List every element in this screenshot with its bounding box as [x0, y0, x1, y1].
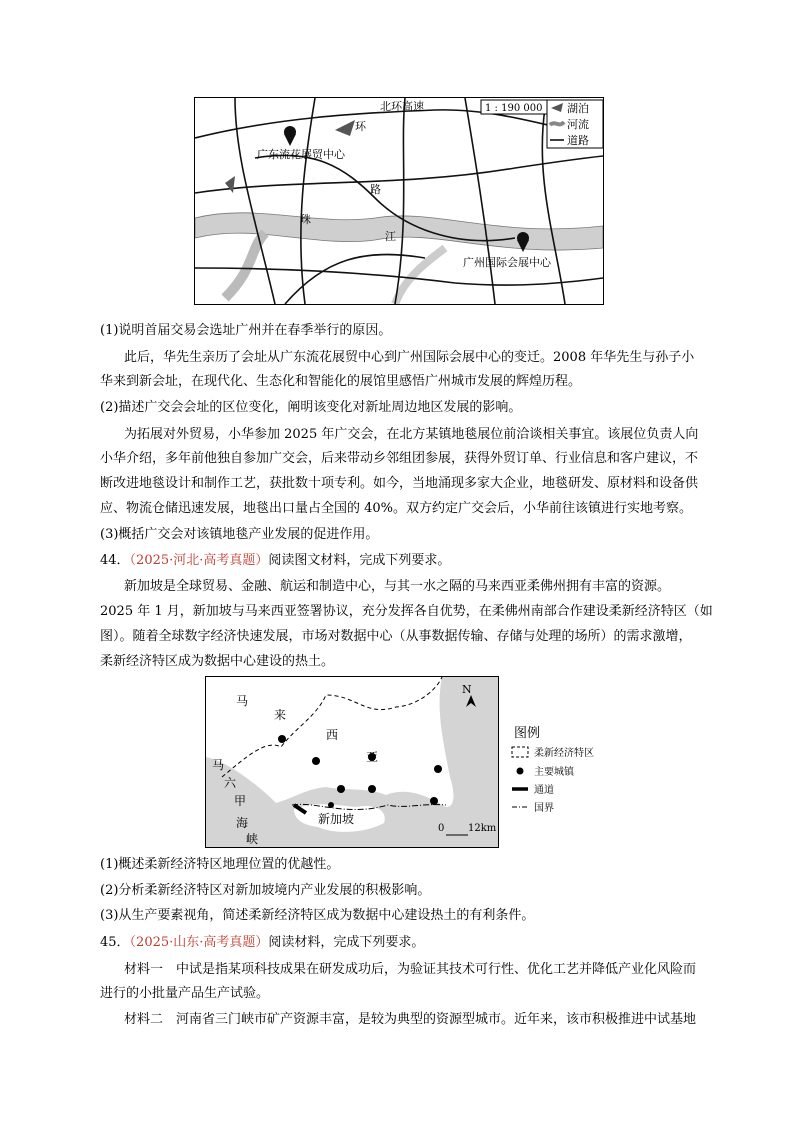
map-label: 峡 — [246, 832, 259, 846]
river-branch — [225, 233, 265, 298]
question-number: 44． — [100, 553, 130, 568]
legend-svg — [510, 725, 620, 815]
scale-zero: 0 — [438, 823, 445, 834]
question-source-tag: （2025·河北·高考真题） — [129, 553, 269, 568]
map-label: 海 — [236, 816, 249, 830]
guangzhou-map — [194, 97, 604, 305]
legend-road: 道路 — [567, 134, 589, 147]
paragraph-line: 进行的小批量产品生产试验。 — [100, 986, 270, 1001]
paragraph-line: 为拓展对外贸易，小华参加 2025 年广交会，在北方某镇地毯展位前洽谈相关事宜。该展位负责人向 — [124, 427, 699, 442]
johor-map-svg — [206, 677, 498, 847]
liuhua-marker — [284, 126, 296, 146]
river-legend-icon — [550, 122, 564, 125]
paragraph-line: 小华介绍，多年前他独自参加广交会，后来带动乡邻组团参展，获得外贸订单、行业信息和客户建议，不 — [100, 451, 699, 466]
river-branch-s — [395, 248, 445, 304]
paragraph-line: 图）。随着全球数字经济快速发展，市场对数据中心（从事数据传输、存储与处理的场所）的需求激增， — [100, 629, 692, 644]
johor-map-legend — [510, 725, 620, 815]
legend-item: 通道 — [534, 785, 554, 796]
legend-lake: 湖泊 — [567, 102, 589, 115]
question-1: (1)说明首届交易会选址广州并在春季举行的原因。 — [100, 323, 392, 338]
map-label: 亚 — [366, 750, 379, 764]
question-44-2: (2)分析柔新经济特区对新加坡境内产业发展的积极影响。 — [100, 883, 431, 898]
question-3: (3)概括广交会对该镇地毯产业发展的促进作用。 — [100, 527, 379, 542]
map-label: 甲 — [234, 794, 247, 808]
scale-label: 1 : 190 000 — [485, 103, 543, 114]
question-44-header — [100, 553, 450, 569]
map-label: 马 — [212, 758, 225, 772]
north-label: N — [462, 683, 472, 696]
paragraph-line: 华来到新会址，在现代化、生态化和智能化的展馆里感悟广州城市发展的辉煌历程。 — [100, 374, 582, 389]
lake-icon — [225, 176, 235, 193]
legend-item: 主要城镇 — [534, 767, 574, 778]
question-instruction: 阅读材料，完成下列要求。 — [268, 935, 425, 950]
map-label: 珠 — [300, 213, 311, 226]
lake-icon — [335, 120, 355, 136]
johor-singapore-map — [205, 676, 499, 848]
map-label: 新加坡 — [318, 812, 355, 826]
paragraph-line: 新加坡是全球贸易、金融、航运和制造中心，与其一水之隔的马来西亚柔佛州拥有丰富的资源。 — [124, 579, 671, 594]
paragraph-line: 材料一 中试是指某项科技成果在研发成功后，为验证其技术可行性、优化工艺并降低产业化风险而 — [124, 962, 697, 977]
map-label: 江 — [385, 230, 396, 243]
question-45-header — [100, 935, 424, 951]
question-44-3: (3)从生产要素视角，简述柔新经济特区成为数据中心建设热土的有利条件。 — [100, 908, 535, 923]
paragraph-line: 2025 年 1 月，新加坡与马来西亚签署协议，充分发挥各自优势，在柔佛州南部合作建设柔新经济特区（如 — [100, 604, 713, 619]
guangzhou-map-svg — [195, 98, 603, 304]
map-label: 广东流花展贸中心 — [257, 148, 345, 161]
question-44-1: (1)概述柔新经济特区地理位置的优越性。 — [100, 857, 340, 872]
scale-km: 12km — [468, 823, 497, 834]
question-source-tag: （2025·山东·高考真题） — [129, 935, 269, 950]
paragraph-line: 此后，华先生亲历了会址从广东流花展贸中心到广州国际会展中心的变迁。2008 年华先生与孙子小 — [124, 350, 695, 365]
map-label: 西 — [326, 728, 339, 742]
town-legend-icon — [517, 768, 524, 775]
paragraph-line: 柔新经济特区成为数据中心建设的热土。 — [100, 654, 335, 669]
legend-title: 图例 — [514, 726, 541, 741]
map-label: 六 — [224, 776, 237, 790]
sez-legend-icon — [512, 747, 528, 757]
legend-river: 河流 — [567, 118, 589, 131]
legend-item: 国界 — [534, 803, 554, 814]
paragraph-line: 材料二 河南省三门峡市矿产资源丰富，是较为典型的资源型城市。近年来，该市积极推进中试基地 — [124, 1012, 697, 1027]
map-label: 来 — [274, 708, 287, 722]
map-label: 广州国际会展中心 — [463, 256, 551, 269]
question-2: (2)描述广交会会址的区位变化，阐明该变化对新址周边地区发展的影响。 — [100, 400, 522, 415]
question-number: 45． — [100, 935, 130, 950]
map-label: 路 — [370, 183, 381, 196]
map-label: 北环高速 — [380, 100, 424, 113]
question-instruction: 阅读图文材料，完成下列要求。 — [268, 553, 451, 568]
map-label: 马 — [236, 694, 249, 708]
legend-item: 柔新经济特区 — [534, 748, 594, 759]
map-label: 环 — [355, 120, 366, 133]
paragraph-line: 应、物流仓储迅速发展，地毯出口量占全国的 40%。双方约定广交会后，小华前往该镇进行实地考察。 — [100, 501, 693, 516]
north-arrow-icon — [466, 695, 476, 707]
paragraph-line: 断改进地毯设计和制作工艺，获批数十项专利。如今，当地涌现多家大企业，地毯研发、原材料和设备供 — [100, 476, 699, 491]
